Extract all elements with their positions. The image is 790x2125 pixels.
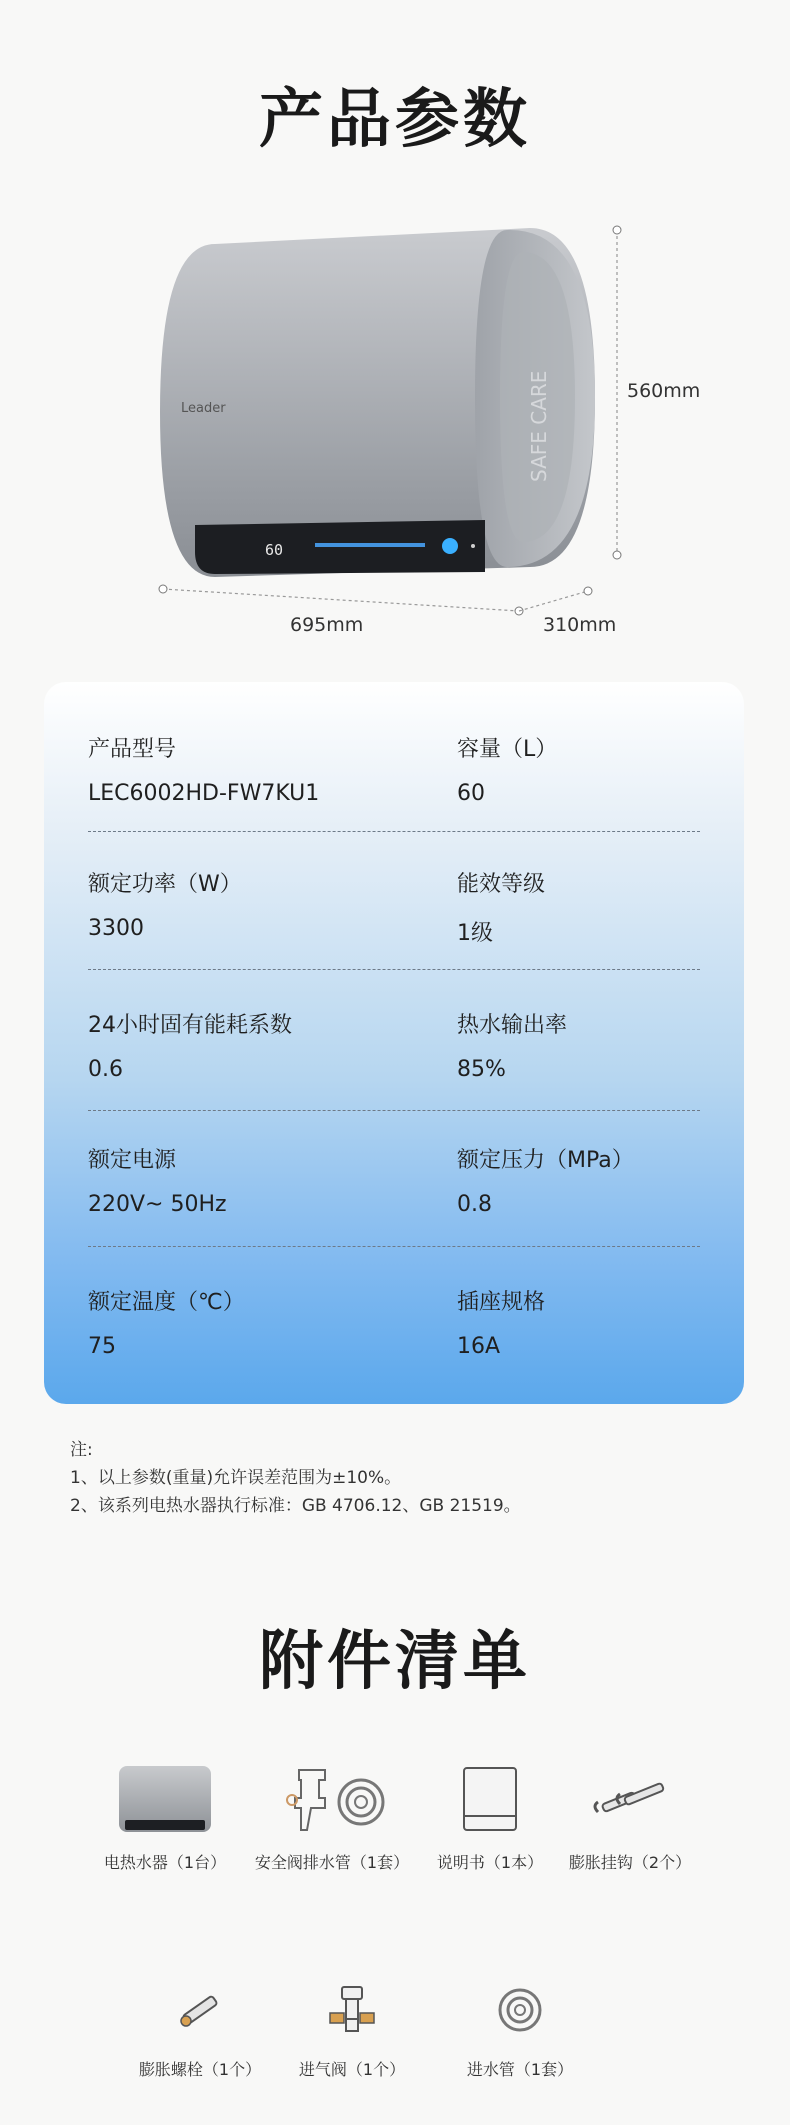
- spec-label: 额定压力（MPa）: [457, 1148, 634, 1173]
- section-title-accessories: 附件清单: [259, 1625, 531, 1699]
- spec-value: 1级: [457, 921, 493, 946]
- spec-row: [88, 732, 700, 867]
- accessory-label: 进水管（1套）: [466, 2060, 574, 2079]
- accessory-item: [100, 1762, 230, 1873]
- spec-label: 额定功率（W）: [88, 872, 242, 897]
- water-heater-icon: [117, 1762, 213, 1836]
- accessory-item: [247, 1762, 417, 1873]
- note-item: 1、以上参数(重量)允许误差范围为±10%。: [70, 1468, 402, 1488]
- spec-row: [88, 867, 700, 1002]
- accessory-label: 进气阀（1个）: [298, 2060, 406, 2079]
- spec-value: 220V~ 50Hz: [88, 1192, 227, 1217]
- accessory-label: 说明书（1本）: [436, 1853, 544, 1872]
- expansion-bolt-icon: [170, 1985, 230, 2035]
- safety-valve-icon: [277, 1762, 387, 1836]
- note-item: 2、该系列电热水器执行标准：GB 4706.12、GB 21519。: [70, 1496, 521, 1516]
- accessory-item: [297, 1985, 407, 2080]
- side-text: SAFE CARE: [527, 370, 551, 482]
- notes: [70, 1436, 521, 1520]
- dimension-height: 560mm: [627, 380, 701, 402]
- spec-row: [88, 1143, 700, 1278]
- spec-value: 75: [88, 1334, 116, 1359]
- brand-logo: Leader: [181, 401, 226, 416]
- spec-divider: [88, 831, 700, 832]
- section-title-specs: 产品参数: [259, 83, 531, 157]
- spec-label: 额定温度（℃）: [88, 1290, 245, 1315]
- spec-value: 16A: [457, 1334, 501, 1359]
- spec-row: [88, 1285, 700, 1404]
- accessory-label: 膨胀螺栓（1个）: [138, 2060, 262, 2079]
- spec-value: 0.8: [457, 1192, 492, 1217]
- display-temperature: 60: [265, 541, 284, 559]
- accessory-label: 膨胀挂钩（2个）: [568, 1853, 692, 1872]
- spec-label: 产品型号: [88, 737, 177, 762]
- spec-label: 插座规格: [457, 1290, 546, 1315]
- water-heater-image: [155, 222, 595, 577]
- accessory-item: [130, 1985, 270, 2080]
- spec-label: 24小时固有能耗系数: [88, 1013, 292, 1038]
- notes-heading: 注:: [70, 1440, 93, 1460]
- spec-value: LEC6002HD-FW7KU1: [88, 781, 320, 806]
- spec-label: 热水输出率: [457, 1013, 568, 1038]
- dimension-width: 695mm: [290, 614, 364, 636]
- spec-divider: [88, 1246, 700, 1247]
- dimension-depth: 310mm: [543, 614, 617, 636]
- spec-label: 额定电源: [88, 1148, 177, 1173]
- accessory-item: [465, 1985, 575, 2080]
- spec-value: 60: [457, 781, 485, 806]
- manual-icon: [458, 1762, 522, 1836]
- spec-value: 0.6: [88, 1057, 123, 1082]
- spec-divider: [88, 969, 700, 970]
- spec-label: 能效等级: [457, 872, 546, 897]
- spec-value: 3300: [88, 916, 144, 941]
- accessory-item: [435, 1762, 545, 1873]
- accessory-label: 安全阀排水管（1套）: [254, 1853, 410, 1872]
- spec-divider: [88, 1110, 700, 1111]
- spec-row: [88, 1008, 700, 1143]
- accessory-item: [560, 1762, 700, 1873]
- air-valve-icon: [324, 1985, 380, 2035]
- spec-label: 容量（L）: [457, 737, 558, 762]
- accessory-label: 电热水器（1台）: [103, 1853, 227, 1872]
- inlet-hose-icon: [495, 1985, 545, 2035]
- spec-value: 85%: [457, 1057, 506, 1082]
- expansion-hook-icon: [588, 1762, 672, 1836]
- spec-panel: [44, 682, 744, 1404]
